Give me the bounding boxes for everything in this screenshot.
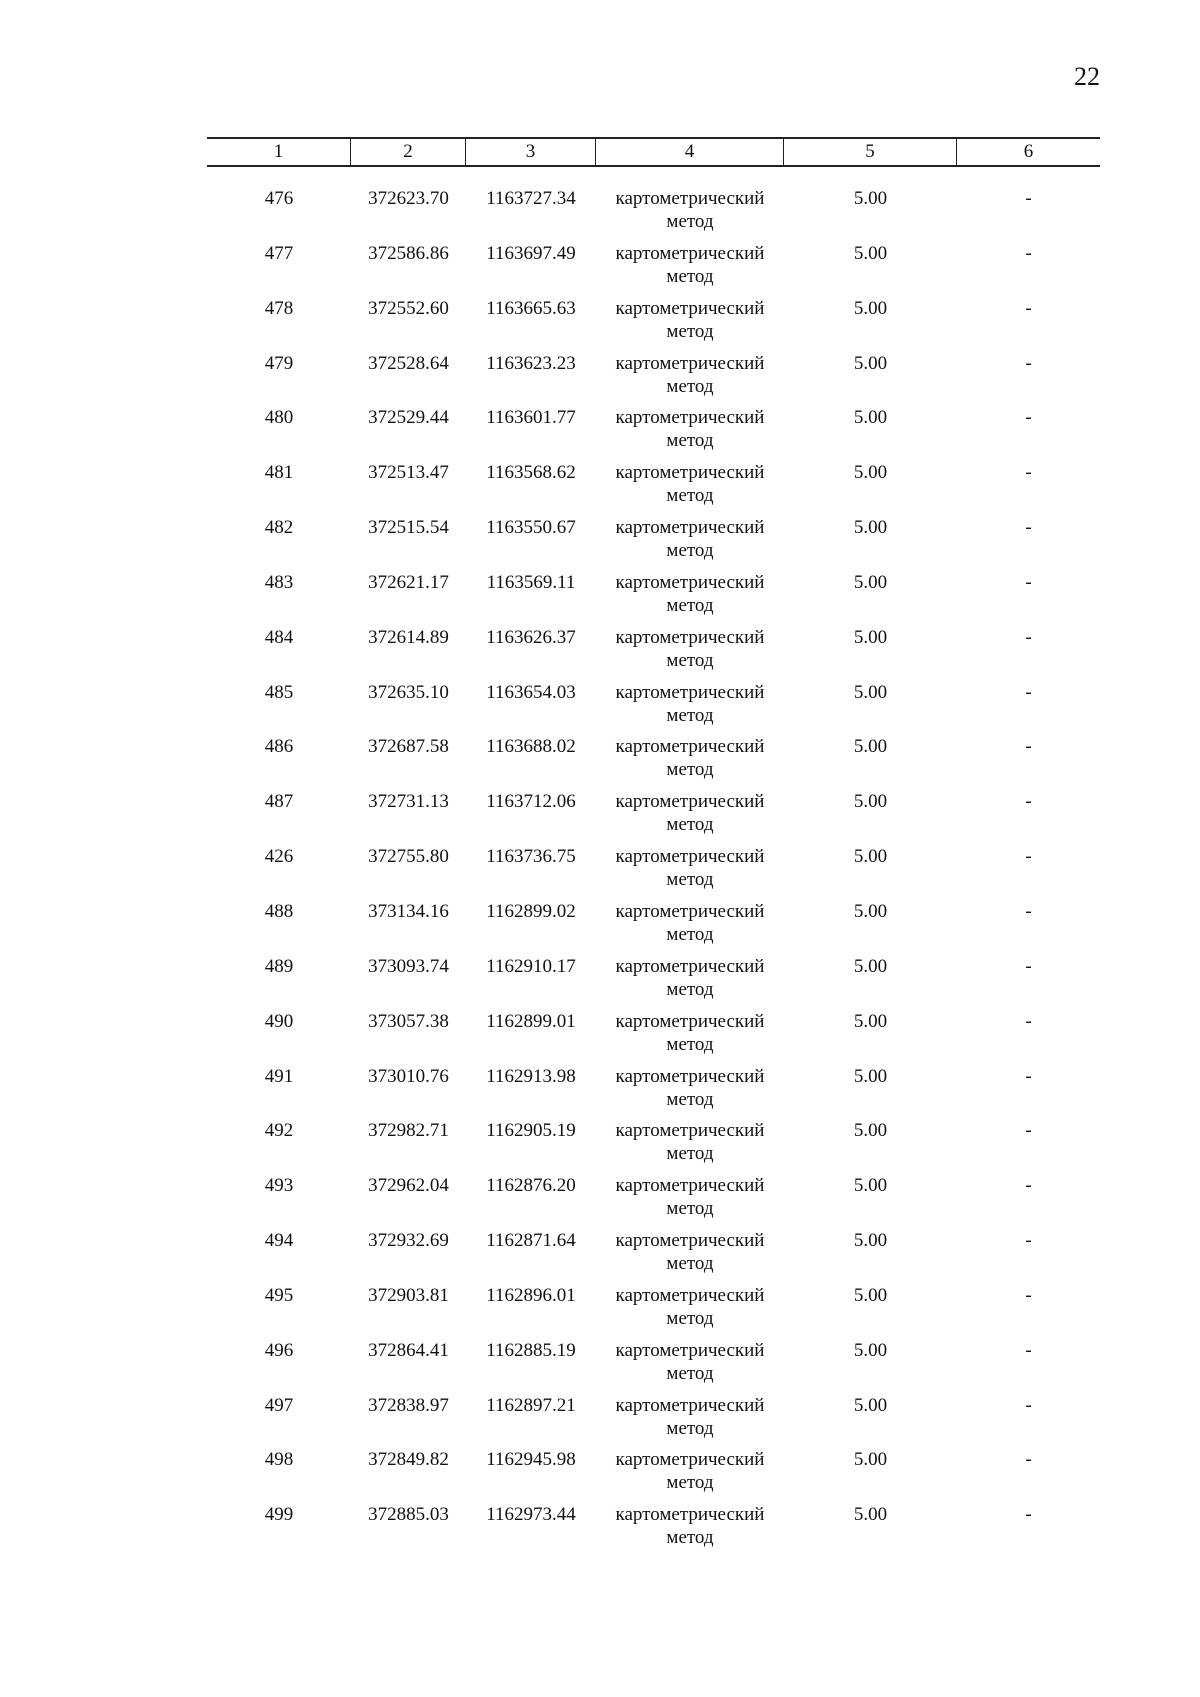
method-line-2: метод: [666, 211, 714, 232]
method-line-2: метод: [666, 649, 714, 671]
table-row: [207, 790, 1100, 845]
method-line-1: картометрический: [615, 1175, 765, 1197]
method-line-2: метод: [666, 704, 714, 726]
coordinate-x: 372513.47: [368, 462, 449, 484]
method-cell: [596, 571, 784, 617]
coordinate-y: 1162913.98: [486, 1065, 576, 1087]
method-line-1: картометрический: [615, 681, 765, 703]
method-cell: [596, 1339, 784, 1385]
coordinate-y: 1163736.75: [486, 846, 576, 868]
coordinate-x: 372849.82: [368, 1449, 449, 1471]
method-line-1: картометрический: [615, 352, 765, 374]
table-row: [207, 1339, 1100, 1394]
table-row: [207, 1448, 1100, 1503]
coordinate-y: 1163550.67: [486, 517, 576, 539]
table-row: [207, 516, 1100, 571]
method-line-2: метод: [666, 1307, 714, 1329]
method-line-1: картометрический: [615, 1449, 765, 1471]
method-cell: [596, 1503, 784, 1549]
point-number: 483: [264, 571, 294, 593]
point-number: 499: [264, 1504, 294, 1526]
point-number: 478: [264, 297, 294, 319]
accuracy-value: 5.00: [853, 681, 888, 703]
method-line-2: метод: [666, 375, 714, 397]
point-number: 480: [264, 407, 294, 429]
table-row: [207, 1010, 1100, 1065]
coordinate-x: 372552.60: [368, 297, 449, 319]
table-row: [207, 681, 1100, 736]
accuracy-value: 5.00: [853, 1394, 888, 1416]
method-line-2: метод: [666, 814, 714, 836]
table-row: [207, 1229, 1100, 1284]
method-line-2: метод: [666, 1198, 714, 1220]
note-value: -: [1025, 462, 1032, 484]
method-cell: [596, 1119, 784, 1165]
point-number: 487: [264, 791, 294, 813]
accuracy-value: 5.00: [853, 571, 888, 593]
point-number: 497: [264, 1394, 294, 1416]
table-row: [207, 900, 1100, 955]
point-number: 496: [264, 1339, 294, 1361]
note-value: -: [1025, 407, 1032, 429]
coordinate-y: 1163688.02: [486, 736, 576, 758]
accuracy-value: 5.00: [853, 900, 888, 922]
method-cell: [596, 1010, 784, 1056]
method-cell: [596, 516, 784, 562]
point-number: 486: [264, 736, 294, 758]
note-value: -: [1025, 846, 1032, 868]
method-line-2: метод: [666, 1362, 714, 1384]
accuracy-value: 5.00: [853, 188, 888, 209]
point-number: 426: [264, 846, 294, 868]
coordinate-y: 1162897.21: [486, 1394, 576, 1416]
note-value: -: [1025, 297, 1032, 319]
point-number: 485: [264, 681, 294, 703]
coordinate-y: 1163727.34: [486, 188, 576, 209]
method-line-1: картометрический: [615, 1230, 765, 1252]
method-line-1: картометрический: [615, 1339, 765, 1361]
table-row: [207, 461, 1100, 516]
method-line-1: картометрический: [615, 955, 765, 977]
point-number: 490: [264, 1010, 294, 1032]
method-line-2: метод: [666, 485, 714, 507]
note-value: -: [1025, 1394, 1032, 1416]
point-number: 482: [264, 517, 294, 539]
method-line-1: картометрический: [615, 571, 765, 593]
note-value: -: [1025, 1504, 1032, 1526]
coordinate-x: 372903.81: [368, 1284, 449, 1306]
coordinate-x: 372635.10: [368, 681, 449, 703]
coordinate-x: 372586.86: [368, 242, 449, 264]
coordinate-y: 1162910.17: [486, 955, 576, 977]
method-cell: [596, 242, 784, 288]
coordinate-y: 1163568.62: [486, 462, 576, 484]
method-line-2: метод: [666, 1143, 714, 1165]
method-cell: [596, 681, 784, 727]
column-header-5: 5: [784, 139, 957, 165]
coordinate-x: 372982.71: [368, 1120, 449, 1142]
table-row: [207, 626, 1100, 681]
coordinate-x: 372838.97: [368, 1394, 449, 1416]
table-row: [207, 1065, 1100, 1120]
note-value: -: [1025, 1230, 1032, 1252]
note-value: -: [1025, 736, 1032, 758]
table-row: [207, 352, 1100, 407]
column-header-4: 4: [596, 139, 784, 165]
table-row: [207, 297, 1100, 352]
method-line-2: метод: [666, 1417, 714, 1439]
accuracy-value: 5.00: [853, 846, 888, 868]
method-cell: [596, 1284, 784, 1330]
method-line-2: метод: [666, 1033, 714, 1055]
column-header-2: 2: [351, 139, 466, 165]
method-cell: [596, 352, 784, 398]
table-body: [207, 187, 1100, 1558]
method-cell: [596, 1448, 784, 1494]
coordinate-y: 1163569.11: [486, 571, 576, 593]
coordinate-y: 1163697.49: [486, 242, 576, 264]
method-line-1: картометрический: [615, 900, 765, 922]
method-line-2: метод: [666, 320, 714, 342]
method-cell: [596, 790, 784, 836]
accuracy-value: 5.00: [853, 791, 888, 813]
method-cell: [596, 626, 784, 672]
method-line-1: картометрический: [615, 846, 765, 868]
method-cell: [596, 297, 784, 343]
method-line-1: картометрический: [615, 736, 765, 758]
note-value: -: [1025, 1065, 1032, 1087]
column-header-6: 6: [1023, 141, 1034, 162]
coordinate-y: 1163623.23: [486, 352, 576, 374]
point-number: 494: [264, 1230, 294, 1252]
accuracy-value: 5.00: [853, 1065, 888, 1087]
method-line-1: картометрический: [615, 188, 765, 209]
coordinate-y: 1162973.44: [486, 1504, 576, 1526]
table-row: [207, 1503, 1100, 1558]
method-line-2: метод: [666, 1472, 714, 1494]
coordinate-x: 372962.04: [368, 1175, 449, 1197]
table-header: [207, 137, 1100, 167]
coordinate-y: 1162899.02: [486, 900, 576, 922]
accuracy-value: 5.00: [853, 1284, 888, 1306]
method-line-2: метод: [666, 923, 714, 945]
note-value: -: [1025, 955, 1032, 977]
column-header-3: 3: [466, 139, 596, 165]
method-line-2: метод: [666, 265, 714, 287]
method-line-1: картометрический: [615, 1394, 765, 1416]
coordinate-y: 1163665.63: [486, 297, 576, 319]
note-value: -: [1025, 517, 1032, 539]
page-number: 22: [1074, 62, 1100, 91]
method-line-2: метод: [666, 1527, 714, 1549]
method-cell: [596, 1394, 784, 1440]
point-number: 477: [264, 242, 294, 264]
method-line-2: метод: [666, 540, 714, 562]
table-row: [207, 1174, 1100, 1229]
coordinate-y: 1163654.03: [486, 681, 576, 703]
coordinate-y: 1162899.01: [486, 1010, 576, 1032]
accuracy-value: 5.00: [853, 1504, 888, 1526]
coordinate-y: 1162876.20: [486, 1175, 576, 1197]
coordinate-x: 372885.03: [368, 1504, 449, 1526]
accuracy-value: 5.00: [853, 955, 888, 977]
coordinate-x: 372614.89: [368, 626, 449, 648]
coordinate-x: 372932.69: [368, 1230, 449, 1252]
note-value: -: [1025, 242, 1032, 264]
coordinate-x: 372528.64: [368, 352, 449, 374]
method-cell: [596, 1174, 784, 1220]
coordinate-y: 1162896.01: [486, 1284, 576, 1306]
coordinate-x: 372731.13: [368, 791, 449, 813]
table-row: [207, 242, 1100, 297]
coordinate-x: 373134.16: [368, 900, 449, 922]
point-number: 489: [264, 955, 294, 977]
accuracy-value: 5.00: [853, 736, 888, 758]
method-line-1: картометрический: [615, 791, 765, 813]
note-value: -: [1025, 1175, 1032, 1197]
method-line-1: картометрический: [615, 462, 765, 484]
coordinate-y: 1162871.64: [486, 1230, 576, 1252]
method-cell: [596, 955, 784, 1001]
coordinate-y: 1163626.37: [486, 626, 576, 648]
point-number: 492: [264, 1120, 294, 1142]
coordinate-x: 372515.54: [368, 517, 449, 539]
accuracy-value: 5.00: [853, 1230, 888, 1252]
method-line-1: картометрический: [615, 1284, 765, 1306]
note-value: -: [1025, 352, 1032, 374]
method-line-1: картометрический: [615, 1504, 765, 1526]
coordinate-y: 1162885.19: [486, 1339, 576, 1361]
coordinate-y: 1162945.98: [486, 1449, 576, 1471]
note-value: -: [1025, 188, 1032, 209]
point-number: 493: [264, 1175, 294, 1197]
table-row: [207, 187, 1100, 242]
method-line-2: метод: [666, 978, 714, 1000]
note-value: -: [1025, 571, 1032, 593]
point-number: 476: [264, 188, 294, 209]
accuracy-value: 5.00: [853, 1175, 888, 1197]
note-value: -: [1025, 1449, 1032, 1471]
accuracy-value: 5.00: [853, 352, 888, 374]
method-line-1: картометрический: [615, 1065, 765, 1087]
coordinate-x: 373093.74: [368, 955, 449, 977]
table-row: [207, 406, 1100, 461]
method-cell: [596, 735, 784, 781]
method-line-1: картометрический: [615, 407, 765, 429]
note-value: -: [1025, 681, 1032, 703]
method-line-1: картометрический: [615, 1120, 765, 1142]
accuracy-value: 5.00: [853, 1010, 888, 1032]
point-number: 481: [264, 462, 294, 484]
point-number: 484: [264, 626, 294, 648]
point-number: 491: [264, 1065, 294, 1087]
coordinate-y: 1162905.19: [486, 1120, 576, 1142]
accuracy-value: 5.00: [853, 1449, 888, 1471]
coordinate-x: 372623.70: [368, 188, 449, 209]
method-line-1: картометрический: [615, 517, 765, 539]
coordinate-x: 372529.44: [368, 407, 449, 429]
accuracy-value: 5.00: [853, 626, 888, 648]
method-line-1: картометрический: [615, 626, 765, 648]
accuracy-value: 5.00: [853, 242, 888, 264]
accuracy-value: 5.00: [853, 1120, 888, 1142]
table-row: [207, 845, 1100, 900]
table-row: [207, 1119, 1100, 1174]
method-cell: [596, 187, 784, 233]
method-line-2: метод: [666, 594, 714, 616]
table-row: [207, 1284, 1100, 1339]
table-row: [207, 571, 1100, 626]
table-row: [207, 735, 1100, 790]
coordinate-x: 372755.80: [368, 846, 449, 868]
accuracy-value: 5.00: [853, 407, 888, 429]
point-number: 479: [264, 352, 294, 374]
method-cell: [596, 845, 784, 891]
method-line-1: картометрический: [615, 1010, 765, 1032]
method-cell: [596, 900, 784, 946]
coordinate-x: 372864.41: [368, 1339, 449, 1361]
method-line-2: метод: [666, 869, 714, 891]
column-header-1: 1: [207, 139, 351, 165]
method-line-2: метод: [666, 759, 714, 781]
note-value: -: [1025, 1284, 1032, 1306]
coordinate-y: 1163601.77: [486, 407, 576, 429]
note-value: -: [1025, 791, 1032, 813]
method-line-2: метод: [666, 430, 714, 452]
method-cell: [596, 461, 784, 507]
method-cell: [596, 1065, 784, 1111]
coordinate-x: 373057.38: [368, 1010, 449, 1032]
method-line-1: картометрический: [615, 242, 765, 264]
table-row: [207, 955, 1100, 1010]
coordinate-x: 372687.58: [368, 736, 449, 758]
method-line-2: метод: [666, 1088, 714, 1110]
point-number: 495: [264, 1284, 294, 1306]
accuracy-value: 5.00: [853, 517, 888, 539]
table-row: [207, 1394, 1100, 1449]
coordinate-x: 372621.17: [368, 571, 449, 593]
coordinate-x: 373010.76: [368, 1065, 449, 1087]
method-line-1: картометрический: [615, 297, 765, 319]
accuracy-value: 5.00: [853, 1339, 888, 1361]
method-cell: [596, 1229, 784, 1275]
point-number: 488: [264, 900, 294, 922]
method-line-2: метод: [666, 1253, 714, 1275]
accuracy-value: 5.00: [853, 297, 888, 319]
note-value: -: [1025, 900, 1032, 922]
note-value: -: [1025, 1010, 1032, 1032]
accuracy-value: 5.00: [853, 462, 888, 484]
note-value: -: [1025, 1120, 1032, 1142]
coordinate-y: 1163712.06: [486, 791, 576, 813]
method-cell: [596, 406, 784, 452]
note-value: -: [1025, 626, 1032, 648]
point-number: 498: [264, 1449, 294, 1471]
note-value: -: [1025, 1339, 1032, 1361]
